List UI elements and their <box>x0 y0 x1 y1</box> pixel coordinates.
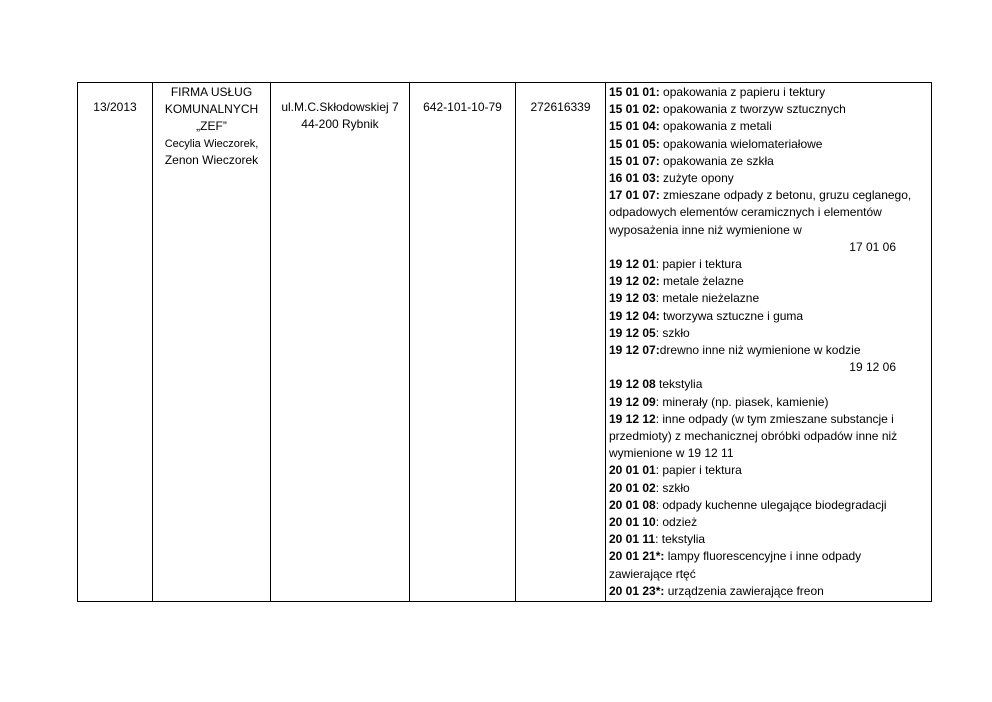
waste-code-number: 19 12 07: <box>609 343 660 358</box>
regon-cell <box>516 83 606 602</box>
waste-code-description: drewno inne niż wymienione w kodzie <box>659 343 861 358</box>
waste-code-entry <box>609 308 927 325</box>
waste-code-entry <box>609 101 927 118</box>
waste-code-description: opakowania wielomateriałowe <box>659 136 823 151</box>
waste-code-description: : metale nieżelazne <box>655 291 760 306</box>
waste-code-number: 19 12 08 <box>609 377 656 392</box>
waste-code-description: opakowania z papieru i tektury <box>659 85 826 99</box>
firm-name-line-3: „ZEF” <box>196 119 227 134</box>
waste-code-description: : odpady kuchenne ulegające biodegradacji <box>655 497 887 512</box>
waste-code-description: lampy fluorescencyjne i inne odpady zawierające rtęć <box>609 549 862 581</box>
address-cell <box>271 83 410 602</box>
registration-number: 13/2013 <box>93 100 137 114</box>
waste-code-description: : tekstylia <box>655 532 706 547</box>
regon-number: 272616339 <box>530 100 591 114</box>
waste-code-entry <box>609 118 927 135</box>
waste-code-number: 16 01 03: <box>609 171 660 186</box>
waste-code-description: : papier i tektura <box>655 463 742 478</box>
nip-cell <box>410 83 516 602</box>
waste-code-number: 15 01 01: <box>609 85 660 99</box>
waste-code-number: 19 12 03 <box>609 291 656 306</box>
waste-code-description: : szkło <box>655 325 690 340</box>
waste-code-number: 19 12 05 <box>609 325 656 340</box>
waste-code-reference: 17 01 06 <box>849 239 896 254</box>
table-row <box>78 83 932 602</box>
waste-code-entry <box>609 273 927 290</box>
nip-number: 642-101-10-79 <box>423 100 502 114</box>
waste-code-description: opakowania ze szkła <box>659 153 774 168</box>
waste-code-entry <box>609 84 927 101</box>
waste-code-number: 20 01 01 <box>609 463 656 478</box>
waste-code-entry <box>609 531 927 548</box>
firm-owner-2: Zenon Wieczorek <box>164 152 259 167</box>
waste-code-description: zmieszane odpady z betonu, gruzu ceglanego, odpadowych elementów ceramicznych i elementów wyposażenia inne niż wymienione w <box>609 188 912 237</box>
waste-code-description: : szkło <box>655 480 690 495</box>
waste-code-description: : inne odpady (w tym zmieszane substancje i przedmioty) z mechanicznej obróbki odpadów inne niż wymienione w 19 12 11 <box>609 411 898 461</box>
waste-code-entry <box>609 325 927 342</box>
waste-code-entry <box>609 290 927 307</box>
waste-code-entry <box>609 497 927 514</box>
waste-codes-list <box>609 84 927 600</box>
waste-code-description: tekstylia <box>655 377 703 392</box>
waste-code-number: 15 01 02: <box>609 102 660 117</box>
waste-code-entry <box>609 583 927 600</box>
waste-code-entry <box>609 170 927 187</box>
waste-code-entry <box>609 411 927 463</box>
waste-code-description: : odzież <box>655 515 698 530</box>
waste-code-entry <box>609 256 927 273</box>
waste-code-number: 17 01 07: <box>609 188 660 203</box>
waste-code-reference: 19 12 06 <box>849 360 896 375</box>
waste-code-description: : minerały (np. piasek, kamienie) <box>655 394 829 409</box>
waste-codes-cell <box>606 83 932 602</box>
registry-table <box>77 82 932 602</box>
waste-code-number: 20 01 10 <box>609 515 656 530</box>
waste-code-number: 15 01 04: <box>609 119 660 134</box>
waste-code-number: 15 01 07: <box>609 153 660 168</box>
firm-name-line-1: FIRMA USŁUG <box>170 85 253 99</box>
waste-code-entry <box>609 462 927 479</box>
waste-code-description: metale żelazne <box>659 274 744 289</box>
waste-code-entry <box>609 376 927 393</box>
waste-code-number: 20 01 11 <box>609 532 656 547</box>
waste-code-entry <box>609 548 927 582</box>
waste-code-number: 19 12 04: <box>609 308 660 323</box>
waste-code-number: 15 01 05: <box>609 136 660 151</box>
waste-code-description: opakowania z tworzyw sztucznych <box>659 102 846 117</box>
firm-owner-1: Cecylia Wieczorek, <box>164 137 259 150</box>
firm-name-line-2: KOMUNALNYCH <box>164 102 259 117</box>
waste-code-number: 19 12 01 <box>609 257 656 272</box>
address-city: 44-200 Rybnik <box>301 117 379 132</box>
waste-code-number: 20 01 23*: <box>609 583 665 598</box>
waste-code-description: opakowania z metali <box>659 119 772 134</box>
waste-code-entry <box>609 480 927 497</box>
waste-code-entry <box>609 136 927 153</box>
waste-code-number: 20 01 02 <box>609 480 656 495</box>
waste-code-description: tworzywa sztuczne i guma <box>659 308 804 323</box>
waste-code-entry <box>609 394 927 411</box>
address-street: ul.M.C.Skłodowskiej 7 <box>281 100 399 114</box>
waste-code-number: 20 01 21*: <box>609 549 665 564</box>
firm-name-cell <box>153 83 271 602</box>
waste-code-number: 19 12 12 <box>609 411 656 426</box>
waste-code-entry <box>609 514 927 531</box>
waste-code-number: 20 01 08 <box>609 497 656 512</box>
waste-code-description: : papier i tektura <box>655 257 742 272</box>
registration-number-cell <box>78 83 153 602</box>
waste-code-entry <box>609 342 927 376</box>
waste-code-entry <box>609 187 927 256</box>
waste-code-description: urządzenia zawierające freon <box>664 583 824 598</box>
waste-code-entry <box>609 153 927 170</box>
waste-code-number: 19 12 02: <box>609 274 660 289</box>
waste-code-number: 19 12 09 <box>609 394 656 409</box>
waste-code-description: zużyte opony <box>659 171 734 186</box>
